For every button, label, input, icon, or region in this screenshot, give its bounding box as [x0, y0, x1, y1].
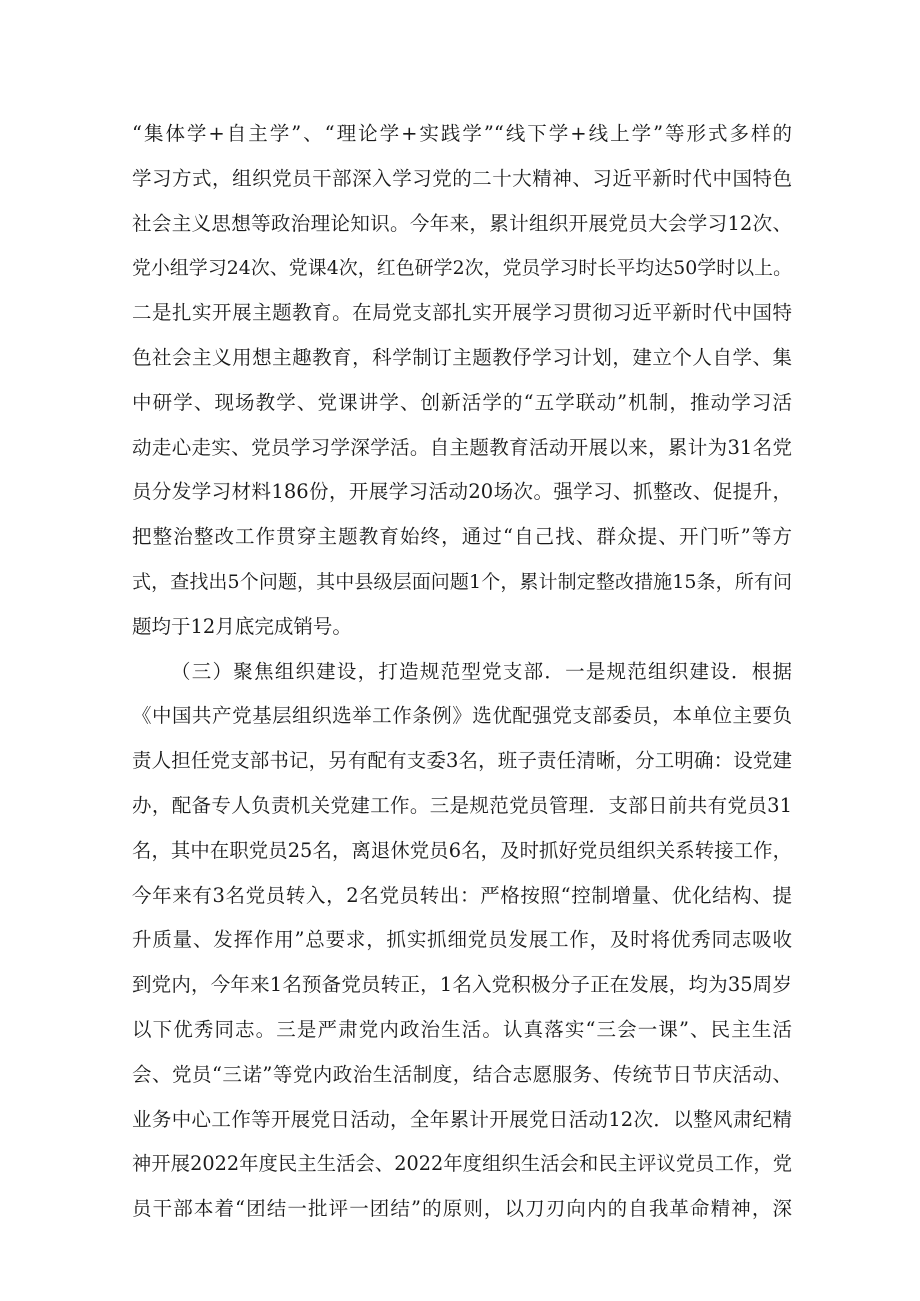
text-line: 动走心走实、党员学习学深学活。自主题教育活动开展以来，累计为31名党: [132, 435, 792, 459]
text-line: 办，配备专人负责机关党建工作。三是规范党员管理．支部日前共有党员31: [132, 793, 792, 817]
text-line: 二是扎实开展主题教育。在局党支部扎实开展学习贯彻习近平新时代中国特: [132, 301, 792, 325]
text-line: 中研学、现场教学、党课讲学、创新活学的“五学联动”机制，推动学习活: [132, 390, 792, 414]
text-line: 社会主义思想等政治理论知识。今年来，累计组织开展党员大会学习12次、: [132, 211, 792, 235]
text-line: 名，其中在职党员25名，离退休党员6名，及时抓好党员组织关系转接工作，: [132, 838, 792, 862]
text-line: 式，查找出5个问题，其中县级层面问题1个，累计制定整改措施15条，所有问: [132, 570, 792, 593]
text-line: 题均于12月底完成销号。: [132, 614, 352, 638]
text-line: 今年来有3名党员转入，2名党员转出：严格按照“控制增量、优化结构、提: [132, 883, 792, 907]
text-line: 党小组学习24次、党课4次，红色研学2次，党员学习时长平均达50学时以上。: [132, 257, 792, 280]
text-line: 员分发学习材料186份，开展学习活动20场次。强学习、抓整改、促提升，: [132, 480, 792, 504]
text-line: 升质量、发挥作用”总要求，抓实抓细党员发展工作，及时将优秀同志吸收: [132, 928, 792, 952]
text-line: 责人担任党支部书记，另有配有支委3名，班子责任清晰，分工明确：设党建: [132, 749, 792, 773]
text-line: 会、党员“三诺”等党内政治生活制度，结合志愿服务、传统节日节庆活动、: [132, 1062, 792, 1086]
text-line: 学习方式，组织党员干部深入学习党的二十大精神、习近平新时代中国特色: [132, 166, 792, 190]
text-line: 神开展2022年度民主生活会、2022年度组织生活会和民主评议党员工作，党: [132, 1152, 792, 1176]
text-line: 到党内，今年来1名预备党员转正，1名入党积极分子正在发展，均为35周岁: [132, 973, 792, 997]
text-line: 以下优秀同志。三是严肃党内政治生活。认真落实“三会一课”、民主生活: [132, 1017, 792, 1041]
text-line: 色社会主义用想主趣教育，科学制订主题教伃学习计划，建立个人自学、集: [132, 345, 792, 369]
text-line: 把整治整改工作贯穿主题教育始终，通过“自己找、群众提、开门听”等方: [132, 525, 792, 549]
text-line: 员干部本着“团结一批评一团结”的原则，以刀刃向内的自我革命精神，深: [132, 1197, 792, 1221]
document-body: [132, 112, 792, 1232]
text-line: 业务中心工作等开展党日活动，全年累计开展党日活动12次．以整风肃纪精: [132, 1107, 792, 1131]
text-line: （三）聚焦组织建设，打造规范型党支部．一是规范组织建设．根据: [171, 659, 792, 683]
text-line: 《中国共产党基层组织选举工作条例》选优配强党支部委员，本单位主要负: [132, 704, 792, 728]
text-line: “集体学+自主学”、“理论学+实践学”“线下学+线上学”等形式多样的: [132, 122, 792, 145]
